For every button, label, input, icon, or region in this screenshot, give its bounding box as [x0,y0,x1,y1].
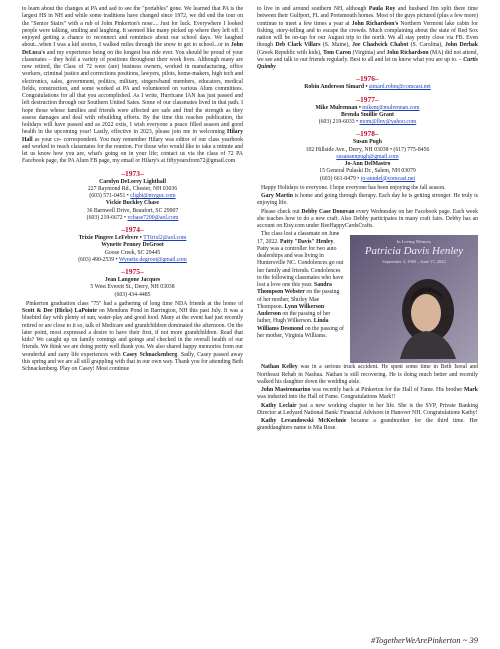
class-1978-news-kathy: Kathy Leclair just a new working chapter in her life. She is the SVP, Private Banking Director at Ledyard National Bank/ Financial Advisors in Hanover NH. Congratulations Kathy! [257,402,478,416]
class-1975-news: Pinkerton graduation class "75" had a gathering of long time NDA friends at the home of Scott & Dee (Hicks) LaPointe on Menduns Pond in Barrington, NH this past July. It was a bluebird day with plenty of sun, water-play and good food. Many at the event had just recently retired or are close to it so, talk of Medicare and grandchildren dominated the afternoon. On the later point, most expressed a desire to have their first, if not more grandchildren. Read that kids? We caught up on family comings and goings and checked in the overall health of our friends. We think we are doing pretty well thank you. We also shared happy memories from our wonderful and zany life experiences with Casey Schnackenberg. Sadly, Casey passed away this spring and we are all still grappling with that in our own way. Thank you for attending Beth Schnackenberg. Play on Casey! Most continue [22,300,244,372]
class-1978-news-debby: Please check out Debby Case Donovan every Wednesday on her Facebook page. Each week she teaches how to do a new craft. Also Debby participates in many craft fairs. Debby has an account on Etsy.com under BeeHappyCardsCrafts. [257,208,479,229]
email-link[interactable]: mom@llny@yahoo.com [359,119,417,125]
year-heading-1977: –1977– [356,94,379,104]
class-1972-letter: to learn about the changes at PA and sad to see the "portables" gone. We learned that PA is the largest HS in NH and while some traditions have changed since 1972, we did end the tour on the "Senior Stairs" with a rub of John Pinkerton's nose.... Just for luck. Everywhere I looked people were talking, smiling and laughing. It seemed like many picked up where they left off. I enjoyed getting a chance to reconnect and reminisce about our school days. We laughed about...when I was a kid stories, I walked miles through the snow to get to school...or in John DeLuca's and my experience being on the longest bus ride ever. You should be proud of your classmates – they hold a variety of positions throughout their work lives. Although many are now retired, the Class of 72 were (are) business owners, worked in manufacturing, office workers, criminal justice and corrections positions, lawyers, pilots, home-makers, high tech and electronics, sales, government, politics, military, singers/band members, educators, medical fields, construction, and some worked at PA and volunteered on various Alum committees. Congratulations for all that you accomplished. As I write, Hurricane IAN has just passed and left destruction through our Southern United Sates. Some of our classmates lived in that path. I hope those whose families and friends were affected are safe and find the strength as they assess damages and deal with rebuilding efforts. By the time this reaches publication, the holidays will have passed and as 2022 exits, I wish everyone a peace filled season and good health in the upcoming year! Lastly, effective in 2023, please join me in welcoming Hilary Hall as your co- correspondent. You may remember Hilary was editor of our class yearbook and worked to reach classmates for the reunion. For those who would like to take a minute and let us know how you are, what's going on in your life; contact us via the class of 72 PA Facebook page, the PA Alum FB page, my email or Hilary's at fiftyyearsfrom72@gmail.com [22,6,243,165]
year-heading-1975: –1975– [121,267,144,276]
year-heading-1974: –1974– [121,225,144,234]
email-link[interactable]: clight@myguc.com [130,193,176,199]
class-1978-news-kathy-l: Kathy Levandowski McKechnie became a grandmother for the third time. Her granddaughters name is Mia Rose. [257,418,478,432]
contact-block-1978: Susan Pugh 102 Hillside Ave., Derry, NH 03038 • (617) 775-8456 susanannpugh@gmail.com Jo-Ann DelMastro 15 General Pulaski Dr., Salem, NH 03079 (603) 661-0479 • jo-anndel@comcast.net [305,139,430,182]
left-column [22,6,243,434]
email-link[interactable]: mikem@mulrennan.com [362,104,420,111]
obituary-section [257,231,478,363]
signature: Curtis Quimby [257,56,478,70]
contact-block-1973: Carolyn DeLorey Lighthall 227 Raymond Rd., Chester, NH 03036 (603) 571-0451 • clight@myguc.com Vickie Buckley Chase 36 Barnwell Drive, Beaufort, SC 29907 (603) 219-6672 • vchase7200@aol.com [86,178,179,221]
contact-block-1975: Jean Langone Jacques 5 West Everett St., Derry, NH 03038 (603) 434-4485 [90,277,175,298]
class-1978-news-nathan: Nathan Kelley was in a serious truck accident. He spent some time in Beth Isreal and Northeast Rehab in Nashua. Nathan is still recovering. He is doing much better and recently walked his daughter down the wedding aisle. [257,364,478,385]
email-link[interactable]: TTtrixl2@aol.com [143,235,187,241]
right-column [257,6,478,434]
year-heading-1978: –1978– [356,129,379,139]
contact-block-1974: Trixie Pingree LeFebvre • TTtrixl2@aol.com Wynette Penney DeGroot Goose Creek, SC 29445 (603) 490-2539 • Wynette.degroot@gmail.com [78,235,187,263]
year-heading-1976: –1976– [356,74,379,84]
contact-block-1977: Mike Mulrennan • mikem@mulrennan.com Brenda Smillie Grant (603) 219-6033 • mom@llny@yahoo.com [315,104,420,125]
class-1978-news-gary: Gary Martin is home and going through therapy. Each day he is getting stronger. He truly is enjoying life. [257,193,478,207]
portrait-image [382,273,462,359]
class-1978-news-john: John Mastromarino was recently back at Pinkerton for the Hall of Fame. His brother Mark was inducted into the Hall of Fame. Congratulations Mark!! [257,387,479,401]
year-heading-1973: –1973– [121,168,144,178]
obituary-text: The class lost a classmate on June 17, 2022. Patty "Davis" Henley. Patty was a controller for two auto dealerships and was living in Huntersville NC. Condolences go out her family and friends. Condolences to the following classmates who have lost a love one this year. Sandra Thompson Webster on the passing of her mother, Shirley Mae Thompson. Lynn Wilkerson Anderson on the passing of her father, Hugh Wilkerson. Linda Williams Desmond on the passing of her mother, Virginia Williams. [257,231,344,339]
email-link[interactable]: susanannpugh@gmail.com [336,153,399,160]
email-link[interactable]: simard.robin@comcast.net [368,84,431,91]
email-link[interactable]: jo-anndel@comcast.net [360,175,416,182]
class-1978-greeting: Happy Holidays to everyone. I hope everyone has been enjoying the fall season. [261,184,446,191]
email-link[interactable]: Wynette.degroot@gmail.com [118,256,187,263]
obituary-photo: In Loving Memory Patricia Davis Henley September 3, 1960 – June 17, 2022 [350,235,478,363]
page-footer: #TogetherWeArePinkerton ~ 39 [370,635,478,645]
contact-block-1976: Robin Anderson Simard • simard.robin@comcast.net [304,84,431,91]
class-1975-news-continued: to live in and around southern NH, although Paula Roy and husband Jim split there time between their Gulfport, FL and Portsmouth homes. Most of the guys pictured (plus a few more) continue to meet a few times a year at John Richardson's Northern Vermont lake cabin for fishing, story-telling and to escape the crowds. Much complaining about the state of Red Sox nation will be on-tap for our August trip to the north. We all stay pretty close via FB. Even though Deb Clark Villars (S. Maine), Joe Chadwick Chabot (S. Carolina), John Derhak (Greek Republic with kids), Tom Caron (Virginia) and John Richardson (MA) did not attend, we see and talk to our friends regularly. Best to all and let us know what you are up to. – Curtis Quimby [257,6,478,70]
email-link[interactable]: vchase7200@aol.com [127,214,179,221]
two-column-layout [22,6,478,434]
